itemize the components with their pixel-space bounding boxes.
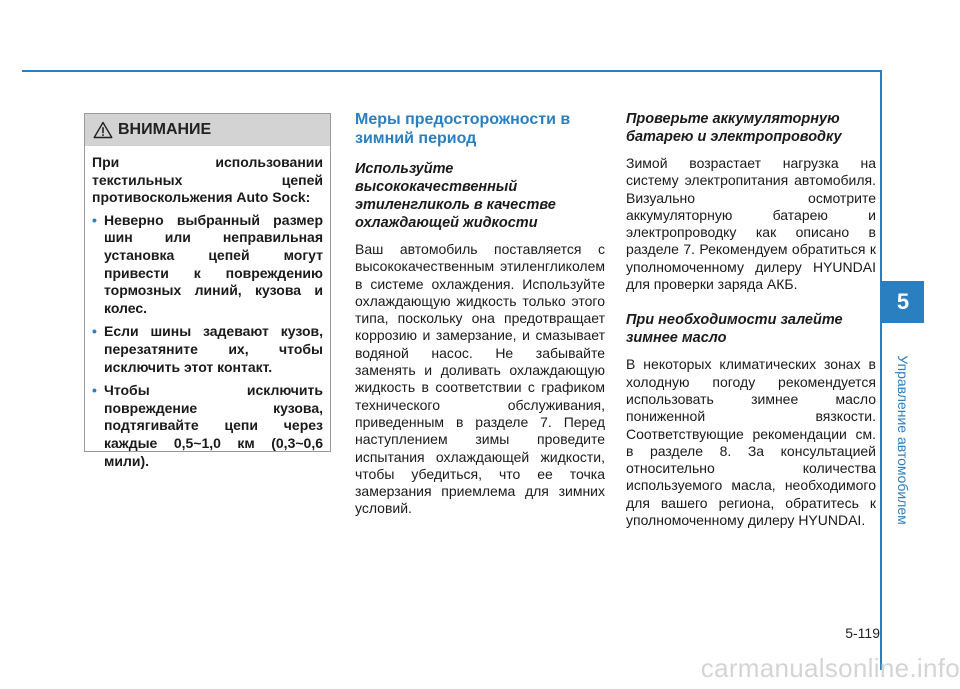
watermark: carmanualsonline.info (700, 653, 960, 683)
warning-box (84, 113, 331, 469)
top-rule (22, 70, 880, 72)
chapter-label: Управление автомобилем (895, 355, 911, 525)
warning-title: ВНИМАНИЕ (118, 121, 212, 138)
right-column (626, 110, 876, 529)
subsection-title-battery: Проверьте аккумуляторную батарею и электропроводку (626, 111, 842, 145)
warning-triangle-icon (93, 121, 113, 139)
page-number: 5-119 (845, 625, 880, 641)
bullet-icon: • (92, 382, 97, 399)
warning-body (85, 146, 330, 470)
battery-text: Зимой возрастает нагрузка на систему электропитания автомобиля. Визуально осмотрите аккумуляторную батарею и электропроводку как описано в разделе 7. Рекомендуем обратиться к уполномоченному дилеру HYUNDAI для проверки заряда АКБ. (626, 155, 876, 293)
middle-column (355, 110, 605, 518)
subsection-title-coolant: Используйте высококачественный этиленгликоль в качестве охлаждающей жидкости (355, 161, 556, 231)
warning-item (92, 323, 323, 376)
chapter-number-tab: 5 (882, 281, 924, 323)
side-rule (880, 70, 882, 670)
oil-text: В некоторых климатических зонах в холодную погоду рекомендуется использовать зимнее масло пониженной вязкости. Соответствующие рекомендации см. в разделе 8. За консультацией относительно количества используемого масла, необходимого для вашего региона, обратитесь к уполномоченному дилеру HYUNDAI. (626, 356, 876, 529)
bullet-icon: • (92, 211, 97, 228)
section-title: Меры предосторожности в зимний период (355, 111, 571, 147)
warning-header (85, 114, 330, 146)
warning-item (92, 212, 323, 318)
warning-intro: При использовании текстильных цепей противоскольжения Auto Sock: (92, 154, 323, 206)
bullet-icon: • (92, 323, 97, 340)
warning-item (92, 382, 323, 470)
warning-item-text: Если шины задевают кузов, перезатяните их, чтобы исключить этот контакт. (104, 323, 323, 375)
warning-item-text: Неверно выбранный размер шин или неправильная установка цепей могут привести к повреждению тормозных линий, кузова и колес. (104, 211, 323, 316)
warning-list (92, 212, 323, 470)
warning-item-text: Чтобы исключить повреждение кузова, подтягивайте цепи через каждые 0,5~1,0 км (0,3~0,6 мили). (104, 382, 323, 469)
coolant-text: Ваш автомобиль поставляется с высококачественным этиленгликолем в системе охлаждения. Используйте охлаждающую жидкость только этого типа, поскольку она предотвращает коррозию и замерзание, и смазывает водяной насос. Не забывайте заменять и доливать охлаждающую жидкость в соответствии с графиком технического обслуживания, приведенным в разделе 7. Перед наступлением зимы проведите испытания охлаждающей жидкости, чтобы убедиться, что ее точка замерзания приемлема для зимних условий. (355, 241, 605, 517)
subsection-title-oil: При необходимости залейте зимнее масло (626, 312, 843, 347)
